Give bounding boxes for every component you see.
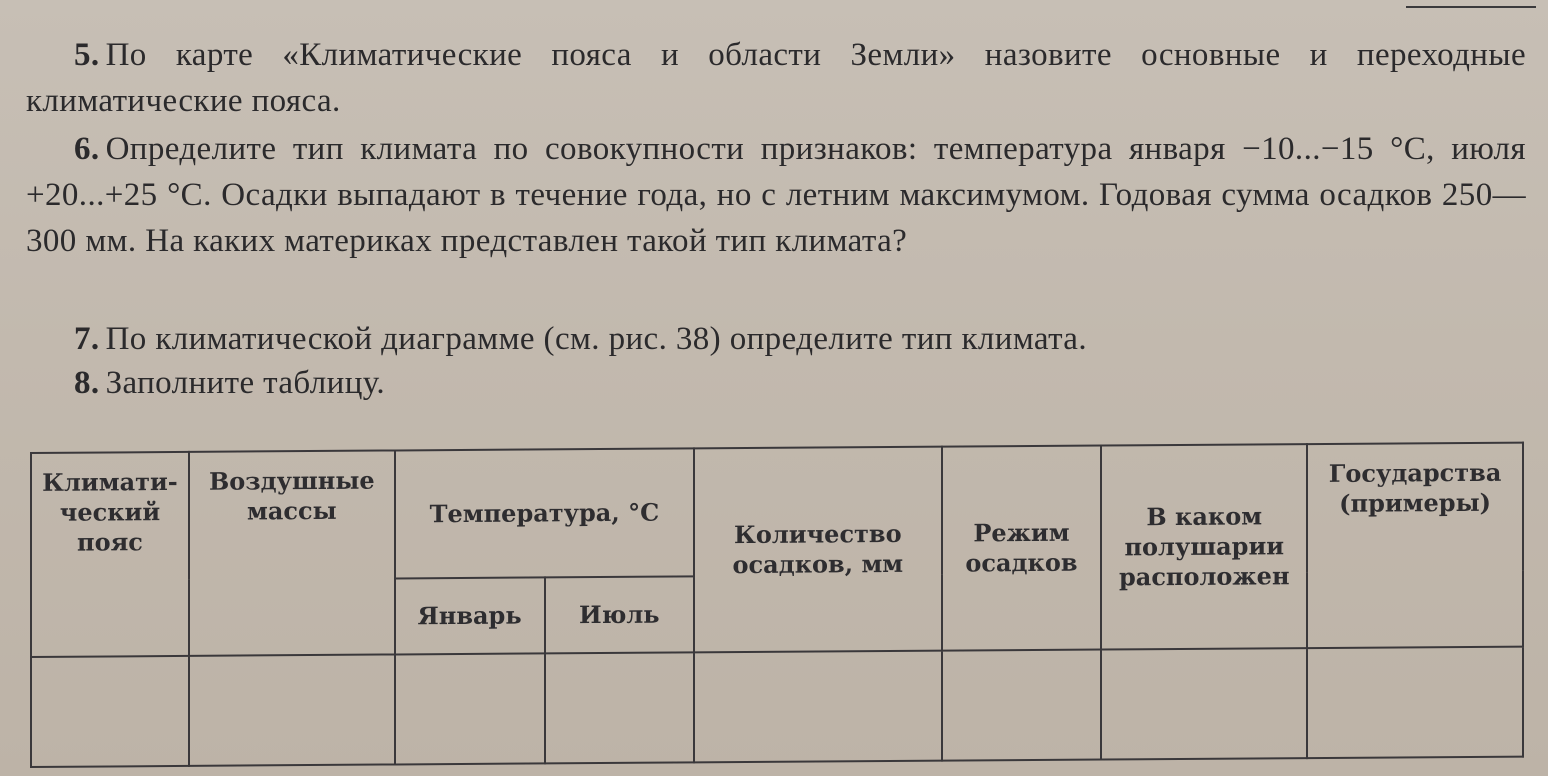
page-rule	[1406, 6, 1536, 8]
table-cell[interactable]	[545, 652, 695, 763]
header-climate-belt: Климати-ческий пояс	[31, 452, 189, 657]
table-cell[interactable]	[942, 650, 1102, 761]
table-header-row	[31, 443, 1523, 581]
task-8	[26, 360, 1526, 406]
climate-table-wrapper	[30, 442, 1524, 742]
task-7	[26, 316, 1526, 362]
table-cell[interactable]	[1101, 648, 1307, 759]
task-text: Определите тип климата по совокупности признаков: температура января −10...−15 °С, июля +20...+25 °С. Осадки выпадают в течение года, но с летним максимумом. Годовая сумма осадков 250—300 мм. На каких материках представлен такой тип климата?	[26, 131, 1526, 259]
header-air-masses: Воздушные массы	[189, 450, 395, 655]
task-text: По климатической диаграмме (см. рис. 38) определите тип климата.	[105, 321, 1088, 357]
header-precipitation-regime: Режим осадков	[942, 446, 1102, 651]
task-6	[26, 126, 1526, 264]
task-text: Заполните таблицу.	[105, 365, 386, 401]
task-number: 7.	[74, 321, 100, 357]
table-cell[interactable]	[1307, 647, 1523, 759]
task-number: 6.	[74, 131, 100, 167]
header-precipitation-amount: Количество осадков, мм	[694, 447, 942, 653]
header-hemisphere: В каком полушарии расположен	[1101, 444, 1307, 649]
header-temperature: Температура, °С	[395, 448, 694, 578]
header-countries: Государства (примеры)	[1307, 443, 1523, 649]
header-january: Январь	[395, 577, 545, 654]
task-number: 8.	[74, 365, 100, 401]
table-cell[interactable]	[395, 653, 545, 764]
task-5	[26, 32, 1526, 124]
table-cell[interactable]	[31, 656, 189, 767]
task-number: 5.	[74, 37, 100, 73]
climate-table	[30, 442, 1524, 768]
task-text: По карте «Климатические пояса и области Земли» назовите основные и переходные климатические пояса.	[26, 37, 1526, 119]
header-july: Июль	[545, 576, 695, 653]
table-row	[31, 647, 1523, 767]
table-cell[interactable]	[189, 654, 395, 765]
table-cell[interactable]	[694, 651, 942, 763]
